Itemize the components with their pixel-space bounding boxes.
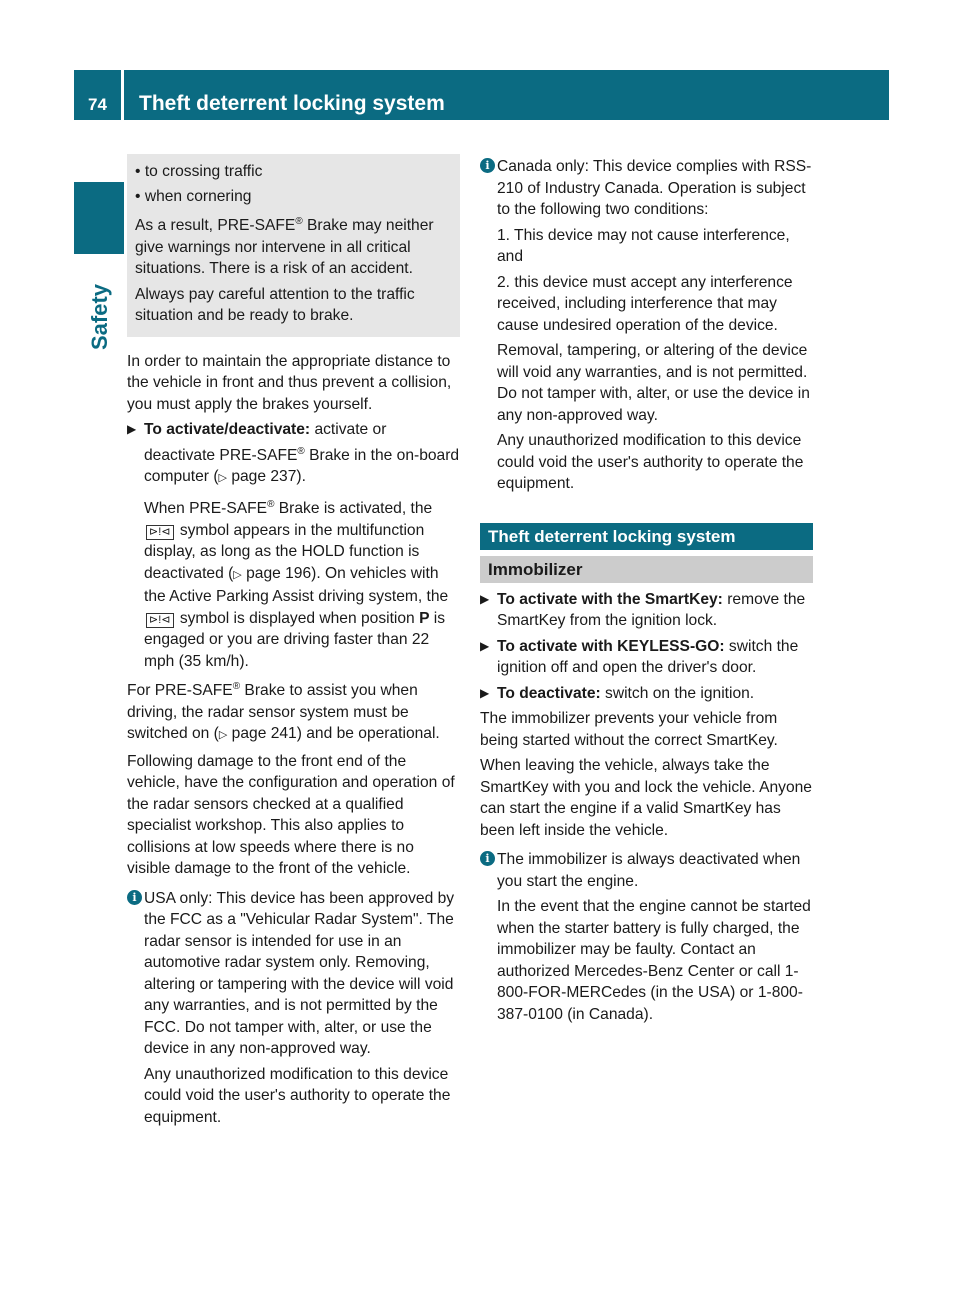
page-title: Theft deterrent locking system (139, 92, 445, 115)
canada-condition: 1. This device may not cause interference, and (497, 226, 790, 265)
instruction-step: ▶ To deactivate: switch on the ignition. (480, 683, 813, 705)
instruction-step: ▶ To activate with the SmartKey: remove the SmartKey from the ignition lock. (480, 590, 806, 629)
info-icon: i (480, 158, 495, 173)
instruction-step: ▶ To activate/deactivate: activate or deactivate PRE-SAFE® Brake in the on-board computer (▷ page 237). (127, 421, 460, 486)
damage-paragraph: Following damage to the front end of the vehicle, have the configuration and operation of the radar sensors checked at a qualified specialist workshop. This also applies to collisions at low speeds where there is no visible damage to the front of the vehicle. (127, 752, 455, 878)
brake-symbol-icon: ⊳!⊲ (146, 613, 174, 628)
warning-paragraph: As a result, PRE-SAFE® Brake may neither give warnings nor intervene in all critical situations. There is a risk of an accident. (135, 216, 434, 278)
immobilizer-info-detail: In the event that the engine cannot be started when the starter battery is fully charged, the immobilizer may be faulty. Contact an authorized Mercedes-Benz Center or call 1-800-FOR-MERCedes (in the USA) or 1-800-387-0100 (in Canada). (497, 898, 811, 1023)
warning-bullet: • when cornering (135, 187, 252, 205)
bullet-glyph: • (135, 163, 141, 180)
immobilizer-paragraph: The immobilizer prevents your vehicle from being started without the correct SmartKey. (480, 710, 778, 749)
page-ref-icon: ▷ (218, 729, 228, 742)
section-heading: Theft deterrent locking system (480, 523, 813, 550)
radar-paragraph: For PRE-SAFE® Brake to assist you when driving, the radar sensor system must be switched on (▷ page 241) and be operational. (127, 681, 440, 743)
page-ref-icon: ▷ (218, 472, 227, 485)
step-arrow-icon: ▶ (127, 422, 137, 437)
usa-info-detail: Any unauthorized modification to this device could void the user's authority to operate the equipment. (144, 1065, 451, 1126)
step-arrow-icon: ▶ (480, 638, 490, 653)
step-detail: When PRE-SAFE® Brake is activated, the ⊳!⊲ symbol appears in the multifunction display, as long as the HOLD function is deactivated (▷ page 196). On vehicles with the Active Parking Assist driving system, the ⊳!⊲ symbol is displayed when position P is engaged or you are driving faster than 22 mph (35 km/h). (144, 498, 449, 670)
canada-condition: Removal, tampering, or altering of the device will void any warranties, and is not permitted. Do not tamper with, alter, or use the device in any non-approved way. (497, 342, 810, 424)
page-ref-icon: ▷ (233, 568, 242, 581)
step-arrow-icon: ▶ (480, 685, 490, 700)
left-column (127, 154, 460, 1132)
canada-condition: Any unauthorized modification to this device could void the user's authority to operate the equipment. (497, 432, 804, 492)
right-column (480, 154, 813, 1029)
info-icon: i (127, 890, 142, 905)
info-icon: i (480, 851, 495, 866)
page-header (74, 70, 889, 120)
instruction-step: ▶ To activate with KEYLESS-GO: switch the ignition off and open the driver's door. (480, 637, 799, 676)
immobilizer-info-note: i The immobilizer is always deactivated when you start the engine. (480, 849, 813, 892)
side-tab-label: Safety (87, 283, 112, 350)
usa-info-note: i USA only: This device has been approved by the FCC as a "Vehicular Radar System". The radar sensor is intended for use in an automotive radar system only. Removing, altering or tampering with the device will void any warranties, and is not permitted by the FCC. Do not tamper with, alter, or use the device in any non-approved way. (127, 888, 460, 1060)
canada-info-note: i Canada only: This device complies with RSS-210 of Industry Canada. Operation is subject to the following two conditions: (480, 156, 813, 221)
canada-condition: 2. this device must accept any interference received, including interference that may cause undesired operation of the device. (497, 273, 793, 334)
warning-paragraph: Always pay careful attention to the traffic situation and be ready to brake. (135, 285, 415, 325)
brake-symbol-icon: ⊳!⊲ (146, 525, 174, 540)
intro-paragraph: In order to maintain the appropriate distance to the vehicle in front and thus prevent a collision, you must apply the brakes yourself. (127, 352, 452, 413)
page-number: 74 (74, 70, 124, 120)
warning-box (127, 154, 460, 337)
step-arrow-icon: ▶ (480, 591, 490, 606)
immobilizer-paragraph: When leaving the vehicle, always take the SmartKey with you and lock the vehicle. Anyone can start the engine if a valid SmartKey has been left inside the vehicle. (480, 757, 812, 839)
warning-bullet: • to crossing traffic (135, 163, 263, 180)
side-tab-marker (74, 182, 124, 254)
subsection-heading: Immobilizer (480, 556, 813, 583)
bullet-glyph: • (135, 187, 141, 205)
